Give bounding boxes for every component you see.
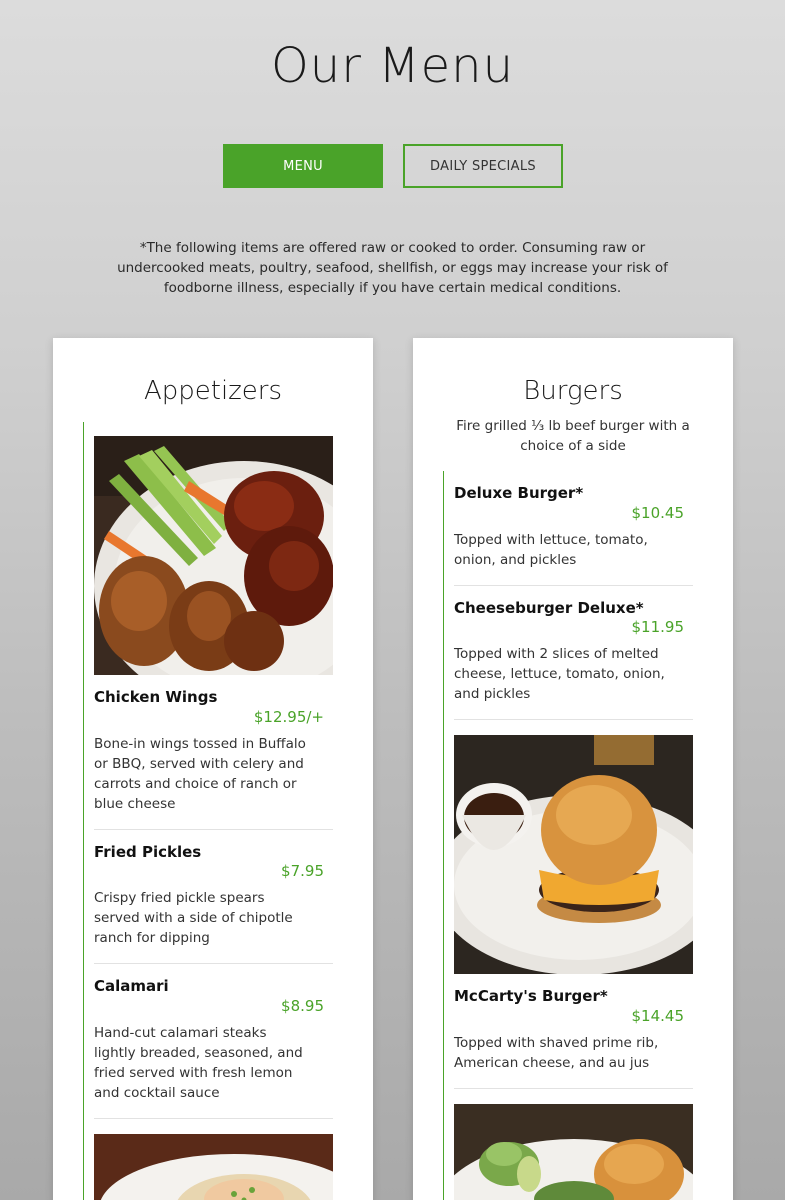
item-divider <box>454 585 693 586</box>
food-safety-notice: *The following items are offered raw or cooked to order. Consuming raw or undercooked meats, poultry, seafood, shellfish, or eggs may increase your risk of foodborne illness, especially if you have certain medical conditions. <box>117 240 668 296</box>
menu-item-description: Bone-in wings tossed in Buffalo or BBQ, served with celery and carrots and choice of ranch or blue cheese <box>94 736 306 812</box>
item-divider <box>94 963 333 964</box>
menu-item-name: Calamari <box>94 977 169 995</box>
menu-item-name: Fried Pickles <box>94 843 202 861</box>
menu-item-price: $12.95/+ <box>253 708 324 726</box>
item-divider <box>454 719 693 720</box>
menu-item-name: Chicken Wings <box>94 688 218 706</box>
menu-item-price: $8.95 <box>281 997 324 1015</box>
burgers-card <box>413 338 733 1200</box>
menu-item-description: Topped with shaved prime rib, American cheese, and au jus <box>454 1035 659 1071</box>
calamari-photo <box>94 1134 333 1200</box>
menu-item-name: Cheeseburger Deluxe* <box>454 599 644 617</box>
menu-item-name: Deluxe Burger* <box>454 484 584 502</box>
burger-photo <box>454 1104 693 1200</box>
menu-item-name: McCarty's Burger* <box>454 987 608 1005</box>
menu-item-price: $7.95 <box>281 862 324 880</box>
menu-item-price: $10.45 <box>631 504 684 522</box>
tab-daily-specials[interactable]: DAILY SPECIALS <box>403 144 563 188</box>
menu-item-description: Topped with lettuce, tomato, onion, and pickles <box>454 532 648 568</box>
chicken-wings-photo <box>94 436 333 675</box>
menu-item-description: Crispy fried pickle spears served with a side of chipotle ranch for dipping <box>94 890 293 946</box>
burgers-subtitle: Fire grilled ⅓ lb beef burger with a choice of a side <box>456 418 690 454</box>
menu-item-price: $11.95 <box>631 618 684 636</box>
item-divider <box>454 1088 693 1089</box>
burgers-accent-line <box>443 471 444 1200</box>
page-title: Our Menu <box>271 38 514 94</box>
menu-item-description: Topped with 2 slices of melted cheese, lettuce, tomato, onion, and pickles <box>454 646 665 702</box>
menu-item-price: $14.45 <box>631 1007 684 1025</box>
appetizers-title: Appetizers <box>143 376 283 406</box>
menu-item-description: Hand-cut calamari steaks lightly breaded, seasoned, and fried served with fresh lemon and cocktail sauce <box>94 1025 303 1101</box>
item-divider <box>94 829 333 830</box>
item-divider <box>94 1118 333 1119</box>
appetizers-accent-line <box>83 422 84 1200</box>
tab-menu[interactable]: MENU <box>223 144 383 188</box>
appetizers-card <box>53 338 373 1200</box>
mccartys-burger-photo <box>454 735 693 974</box>
burgers-title: Burgers <box>523 376 623 406</box>
